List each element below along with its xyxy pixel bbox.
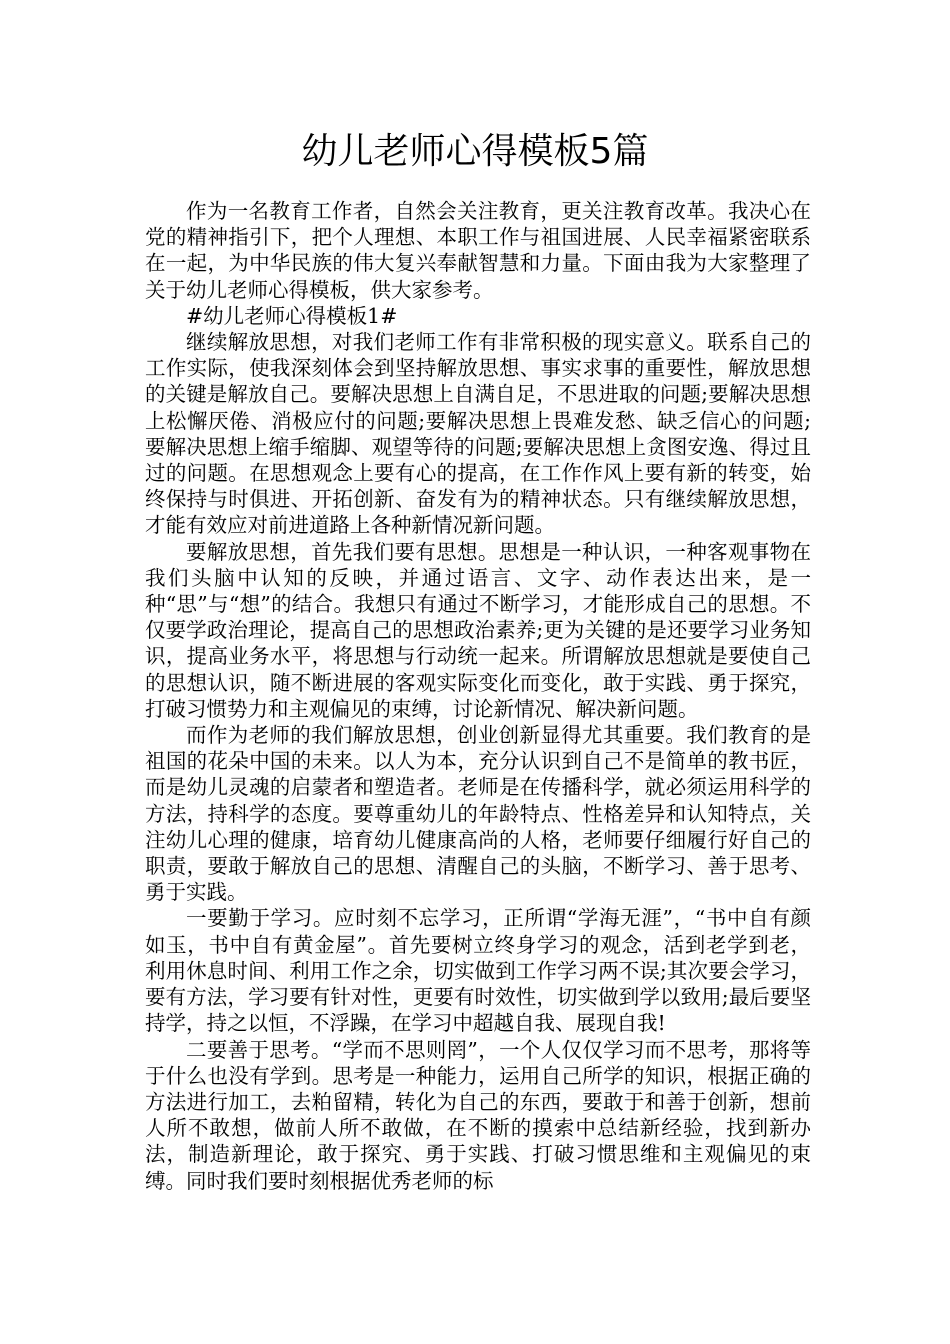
body-paragraph: 二要善于思考。“学而不思则罔”，一个人仅仅学习而不思考，那将等于什么也没有学到。思考是一种能力，运用自己所学的知识，根据正确的方法进行加工，去粕留精，转化为自己的东西，要敢于和善于创新，想前人所不敢想，做前人所不敢做，在不断的摸索中总结新经验，找到新办法，制造新理论，敢于探究、勇于实践、打破习惯思维和主观偏见的束缚。同时我们要时刻根据优秀老师的标: [145, 1037, 811, 1193]
section-heading: #幼儿老师心得模板1#: [186, 303, 398, 328]
body-paragraph: 一要勤于学习。应时刻不忘学习，正所谓“学海无涯”，“书中自有颜如玉，书中自有黄金屋”。首先要树立终身学习的观念，活到老学到老，利用休息时间、利用工作之余，切实做到工作学习两不误;其次要会学习，要有方法，学习要有针对性，更要有时效性，切实做到学以致用;最后要坚持学，持之以恒，不浮躁，在学习中超越自我、展现自我!: [145, 906, 811, 1036]
body-paragraph: 而作为老师的我们解放思想，创业创新显得尤其重要。我们教育的是祖国的花朵中国的未来。以人为本，充分认识到自己不是简单的教书匠，而是幼儿灵魂的启蒙者和塑造者。老师是在传播科学，就必须运用科学的方法，持科学的态度。要尊重幼儿的年龄特点、性格差异和认知特点，关注幼儿心理的健康，培育幼儿健康高尚的人格，老师要仔细履行好自己的职责，要敢于解放自己的思想、清醒自己的头脑，不断学习、善于思考、勇于实践。: [145, 723, 811, 905]
intro-paragraph: 作为一名教育工作者，自然会关注教育，更关注教育改革。我决心在党的精神指引下，把个人理想、本职工作与祖国进展、人民幸福紧密联系在一起，为中华民族的伟大复兴奉献智慧和力量。下面由我为大家整理了关于幼儿老师心得模板，供大家参考。: [145, 199, 811, 302]
document-title: 幼儿老师心得模板5篇: [301, 131, 649, 172]
body-paragraph: 继续解放思想，对我们老师工作有非常积极的现实意义。联系自己的工作实际，使我深刻体会到坚持解放思想、事实求事的重要性，解放思想的关键是解放自己。要解决思想上自满自足，不思进取的问题;要解决思想上松懈厌倦、消极应付的问题;要解决思想上畏难发愁、缺乏信心的问题;要解决思想上缩手缩脚、观望等待的问题;要解决思想上贪图安逸、得过且过的问题。在思想观念上要有心的提高，在工作作风上要有新的转变，始终保持与时俱进、开拓创新、奋发有为的精神状态。只有继续解放思想，才能有效应对前进道路上各种新情况新问题。: [145, 330, 811, 538]
document-body: [145, 198, 811, 1194]
body-paragraph: 要解放思想，首先我们要有思想。思想是一种认识，一种客观事物在我们头脑中认知的反映，并通过语言、文字、动作表达出来，是一种“思”与“想”的结合。我想只有通过不断学习，才能形成自己的思想。不仅要学政治理论，提高自己的思想政治素养;更为关键的是还要学习业务知识，提高业务水平，将思想与行动统一起来。所谓解放思想就是要使自己的思想认识，随不断进展的客观实际变化而变化，敢于实践、勇于探究，打破习惯势力和主观偏见的束缚，讨论新情况、解决新问题。: [145, 539, 811, 721]
